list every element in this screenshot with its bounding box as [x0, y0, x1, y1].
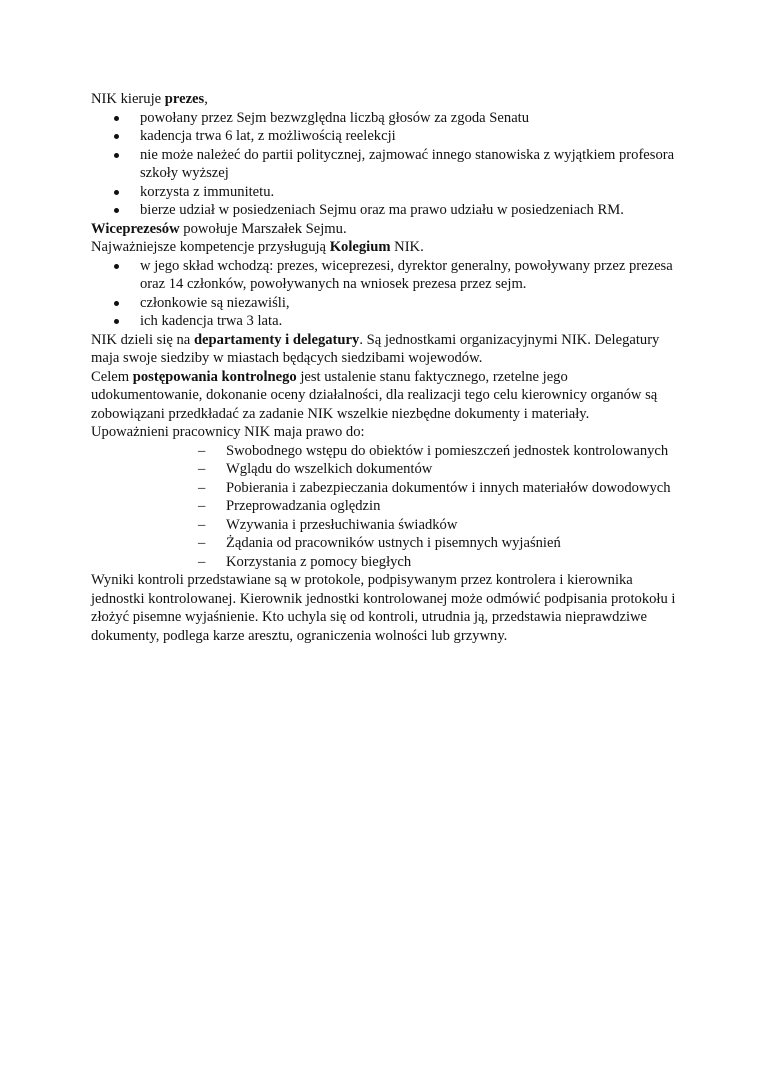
list-item: – Żądania od pracowników ustnych i pisemnych wyjaśnień	[198, 535, 561, 551]
paragraph-postepowanie: Celem postępowania kontrolnego jest ustalenie stanu faktycznego, rzetelne jego udokumentowanie, dokonanie oceny działalności, dla realizacji tego celu kierownicy organów są zobowiązani przedkładać za zadanie NIK wszelkie niezbędne dokumenty i materiały.	[91, 368, 658, 422]
kolegium-list	[91, 257, 681, 331]
bullet-icon	[114, 264, 119, 269]
paragraph-departamenty: NIK dzieli się na departamenty i delegatury. Są jednostkami organizacyjnymi NIK. Delegatury maja swoje siedziby w miastach będących siedzibami wojewodów.	[91, 331, 660, 366]
paragraph-upowaznieni: Upoważnieni pracownicy NIK maja prawo do:	[91, 424, 365, 440]
list-item: – Pobierania i zabezpieczania dokumentów i innych materiałów dowodowych	[198, 479, 671, 496]
bullet-icon	[114, 190, 119, 195]
uprawnienia-list	[91, 442, 681, 572]
paragraph-kolegium: Najważniejsze kompetencje przysługują Kolegium NIK.	[91, 239, 424, 255]
list-item: korzysta z immunitetu.	[109, 183, 681, 202]
dash-icon: –	[198, 479, 206, 496]
list-item: ich kadencja trwa 3 lata.	[109, 312, 681, 331]
list-item: bierze udział w posiedzeniach Sejmu oraz ma prawo udziału w posiedzeniach RM.	[109, 201, 681, 220]
list-item: – Wglądu do wszelkich dokumentów	[198, 461, 433, 477]
dash-icon: –	[198, 516, 206, 533]
bullet-icon	[114, 134, 119, 139]
list-item: – Wzywania i przesłuchiwania świadków	[198, 516, 458, 533]
bullet-icon	[114, 116, 119, 121]
paragraph-wyniki: Wyniki kontroli przedstawiane są w protokole, podpisywanym przez kontrolera i kierownika jednostki kontrolowanej. Kierownik jednostki kontrolowanej może odmówić podpisania protokołu i złożyć pisemne wyjaśnienie. Kto uchyla się od kontroli, utrudnia ją, przedstawia nieprawdziwe dokumenty, podlega karze aresztu, ograniczenia wolności lub grzywny.	[91, 572, 676, 644]
list-item: – Przeprowadzania oględzin	[198, 498, 381, 514]
dash-icon: –	[198, 535, 206, 551]
paragraph-prezes: NIK kieruje prezes,	[91, 91, 208, 107]
dash-icon: –	[198, 442, 206, 459]
dash-icon: –	[198, 498, 206, 514]
list-item: powołany przez Sejm bezwzględna liczbą głosów za zgoda Senatu	[109, 109, 681, 128]
list-item: nie może należeć do partii politycznej, zajmować innego stanowiska z wyjątkiem profesora szkoły wyższej	[109, 146, 681, 183]
paragraph-wiceprezesi: Wiceprezesów powołuje Marszałek Sejmu.	[91, 220, 347, 237]
list-item: w jego skład wchodzą: prezes, wiceprezesi, dyrektor generalny, powoływany przez prezesa oraz 14 członków, powoływanych na wniosek prezesa przez sejm.	[109, 257, 681, 294]
list-item: – Swobodnego wstępu do obiektów i pomieszczeń jednostek kontrolowanych	[198, 442, 669, 459]
list-item: – Korzystania z pomocy biegłych	[198, 553, 412, 570]
document-page	[91, 90, 681, 645]
dash-icon: –	[198, 461, 206, 477]
bullet-icon	[114, 301, 119, 306]
list-item: kadencja trwa 6 lat, z możliwością reelekcji	[109, 127, 681, 146]
bullet-icon	[114, 153, 119, 158]
bullet-icon	[114, 319, 119, 324]
dash-icon: –	[198, 553, 206, 570]
bullet-icon	[114, 208, 119, 213]
prezes-list	[91, 109, 681, 220]
list-item: członkowie są niezawiśli,	[109, 294, 681, 313]
